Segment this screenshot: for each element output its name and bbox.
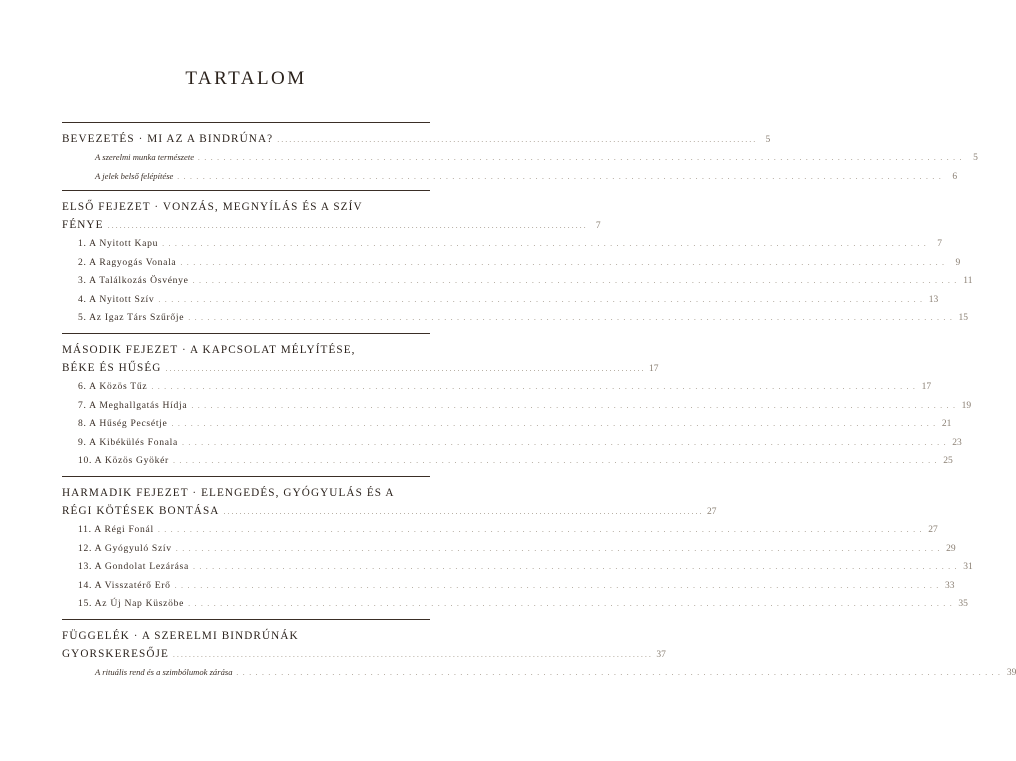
toc-section <box>62 190 973 328</box>
toc-section <box>62 619 1016 683</box>
toc-entry <box>62 415 952 434</box>
entry-label: 1. A Nyitott Kapu <box>78 238 159 249</box>
toc-section <box>62 122 978 186</box>
section-heading-row <box>62 359 659 378</box>
dot-leader: . . . . . . . . . . . . . . . . . . . . . . . . . . . . . . . . . . . . . . . . . . . . . . . . . . . . . . . . . . . . . . . . . . . . . . . . . . . . . . . . . . . . . . . . . . . . . . . . . . . . . . . . . . . . . . . . . . . . . . . . <box>157 525 923 534</box>
section-heading-line: FÜGGELÉK · A SZERELMI BINDRÚNÁK <box>62 630 299 642</box>
section-heading-line: MÁSODIK FEJEZET · A KAPCSOLAT MÉLYÍTÉSE, <box>62 344 356 356</box>
toc-entry <box>62 149 978 168</box>
toc-entry <box>62 558 973 577</box>
page-title: TARTALOM <box>185 68 307 89</box>
dot-leader: . . . . . . . . . . . . . . . . . . . . . . . . . . . . . . . . . . . . . . . . . . . . . . . . . . . . . . . . . . . . . . . . . . . . . . . . . . . . . . . . . . . . . . . . . . . . . . . . . . . . . . . . . . . . . . . . . . . . . . . . <box>174 580 940 590</box>
section-divider <box>62 619 430 620</box>
page-number: 27 <box>928 525 938 535</box>
page-number: 13 <box>928 294 939 305</box>
section-heading-line: BEVEZETÉS · MI AZ A BINDRÚNA? <box>62 133 274 145</box>
toc-entry <box>62 577 955 596</box>
section-divider <box>62 476 430 477</box>
toc-entry <box>62 378 932 397</box>
page-number: 15 <box>958 313 969 324</box>
section-heading-line: HARMADIK FEJEZET · ELENGEDÉS, GYÓGYULÁS ÉS A <box>62 487 395 499</box>
section-heading-row <box>62 216 601 235</box>
entry-label: 3. A Találkozás Ösvénye <box>78 275 189 287</box>
toc-entry <box>62 168 958 187</box>
section-heading-row <box>62 502 717 521</box>
page-number: 9 <box>955 257 961 268</box>
dot-leader: . . . . . . . . . . . . . . . . . . . . . . . . . . . . . . . . . . . . . . . . . . . . . . . . . . . . . . . . . . . . . . . . . . . . . . . . . . . . . . . . . . . . . . . . . . . . . . . . . . . . . . . . . . . . . . . . . . . . . . . . <box>172 456 938 466</box>
page-number: 37 <box>656 650 666 660</box>
page-number: 39 <box>1006 668 1016 678</box>
entry-label: 13. A Gondolat Lezárása <box>78 561 189 573</box>
entry-label: A szerelmi munka természete <box>95 152 195 162</box>
page-number: 33 <box>944 580 955 591</box>
dot-leader: . . . . . . . . . . . . . . . . . . . . . . . . . . . . . . . . . . . . . . . . . . . . . . . . . . . . . . . . . . . . . . . . . . . . . . . . . . . . . . . . . . . . . . . . . . . . . . . . . . . . . . . . . . . . . . . . . . . . . . . . <box>162 239 927 248</box>
page-number: 25 <box>943 456 953 467</box>
toc-entry <box>62 521 938 540</box>
toc-entry <box>62 272 973 291</box>
dot-leader: . . . . . . . . . . . . . . . . . . . . . . . . . . . . . . . . . . . . . . . . . . . . . . . . . . . . . . . . . . . . . . . . . . . . . . . . . . . . . . . . . . . . . . . . . . . . . . . . . . . . . . . . . . . . . . . . . . . . . . . . <box>198 153 963 162</box>
section-heading-line: BÉKE ÉS HŰSÉG <box>62 362 162 374</box>
section-heading-line: GYORSKERESŐJE <box>62 648 169 660</box>
page-number: 6 <box>952 171 958 182</box>
toc-entry <box>62 595 968 614</box>
entry-label: 2. A Ragyogás Vonala <box>78 256 177 268</box>
dot-leader: . . . . . . . . . . . . . . . . . . . . . . . . . . . . . . . . . . . . . . . . . . . . . . . . . . . . . . . . . . . . . . . . . . . . . . . . . . . . . . . . . . . . . . . . . . . . . . . . . . . . . . . . . . . . . . . . . . . . . . . . <box>171 419 937 429</box>
section-heading-line: FÉNYE <box>62 219 104 231</box>
entry-label: 14. A Visszatérő Erő <box>78 579 171 591</box>
dot-leader: . . . . . . . . . . . . . . . . . . . . . . . . . . . . . . . . . . . . . . . . . . . . . . . . . . . . . . . . . . . . . . . . . . . . . . . . . . . . . . . . . . . . . . . . . . . . . . . . . . . . . . . . . . . . . . . . . . . . . . . . <box>180 257 946 267</box>
page-number: 19 <box>961 400 972 411</box>
entry-label: 6. A Közös Tűz <box>78 381 148 392</box>
page-number: 17 <box>648 364 659 374</box>
toc-entry <box>62 452 953 471</box>
entry-label: 9. A Kibékülés Fonala <box>78 436 178 448</box>
section-divider <box>62 122 430 123</box>
dot-leader: . . . . . . . . . . . . . . . . . . . . . . . . . . . . . . . . . . . . . . . . . . . . . . . . . . . . . . . . . . . . . . . . . . . . . . . . . . . . . . . . . . . . . . . . . . . . . . . . . . . . . . . . . . . . . . . . . . . . . . . . <box>236 668 1002 677</box>
entry-label: 11. A Régi Fonál <box>78 524 154 535</box>
entry-label: A jelek belső felépítése <box>95 170 174 181</box>
dot-leader: . . . . . . . . . . . . . . . . . . . . . . . . . . . . . . . . . . . . . . . . . . . . . . . . . . . . . . . . . . . . . . . . . . . . . . . . . . . . . . . . . . . . . . . . . . . . . . . . . . . . . . . . . . . . . . . . . . . . . . . . <box>107 221 586 230</box>
page-number: 17 <box>921 382 932 392</box>
page-number: 23 <box>952 437 962 448</box>
toc-section <box>62 476 973 614</box>
page-number: 29 <box>946 543 956 554</box>
dot-leader: . . . . . . . . . . . . . . . . . . . . . . . . . . . . . . . . . . . . . . . . . . . . . . . . . . . . . . . . . . . . . . . . . . . . . . . . . . . . . . . . . . . . . . . . . . . . . . . . . . . . . . . . . . . . . . . . . . . . . . . . <box>188 599 953 609</box>
toc-entry <box>62 434 962 453</box>
page-number: 31 <box>963 562 973 573</box>
toc-section <box>62 333 972 471</box>
dot-leader: . . . . . . . . . . . . . . . . . . . . . . . . . . . . . . . . . . . . . . . . . . . . . . . . . . . . . . . . . . . . . . . . . . . . . . . . . . . . . . . . . . . . . . . . . . . . . . . . . . . . . . . . . . . . . . . . . . . . . . . . <box>165 364 644 373</box>
section-heading-line: ELSŐ FEJEZET · VONZÁS, MEGNYÍLÁS ÉS A SZÍV <box>62 201 363 213</box>
page-number: 7 <box>937 239 942 249</box>
toc-entry <box>62 254 961 273</box>
entry-label: 7. A Meghallgatás Hídja <box>78 399 188 411</box>
section-divider <box>62 333 430 334</box>
page-number: 21 <box>941 419 952 430</box>
page-number: 7 <box>595 221 601 231</box>
dot-leader: . . . . . . . . . . . . . . . . . . . . . . . . . . . . . . . . . . . . . . . . . . . . . . . . . . . . . . . . . . . . . . . . . . . . . . . . . . . . . . . . . . . . . . . . . . . . . . . . . . . . . . . . . . . . . . . . . . . . . . . . <box>188 313 954 323</box>
page-number: 11 <box>963 276 973 287</box>
entry-label: 4. A Nyitott Szív <box>78 293 155 305</box>
section-heading-line: RÉGI KÖTÉSEK BONTÁSA <box>62 505 220 517</box>
dot-leader: . . . . . . . . . . . . . . . . . . . . . . . . . . . . . . . . . . . . . . . . . . . . . . . . . . . . . . . . . . . . . . . . . . . . . . . . . . . . . . . . . . . . . . . . . . . . . . . . . . . . . . . . . . . . . . . . . . . . . . . . <box>192 562 958 572</box>
dot-leader: . . . . . . . . . . . . . . . . . . . . . . . . . . . . . . . . . . . . . . . . . . . . . . . . . . . . . . . . . . . . . . . . . . . . . . . . . . . . . . . . . . . . . . . . . . . . . . . . . . . . . . . . . . . . . . . . . . . . . . . . <box>223 507 702 516</box>
dot-leader: . . . . . . . . . . . . . . . . . . . . . . . . . . . . . . . . . . . . . . . . . . . . . . . . . . . . . . . . . . . . . . . . . . . . . . . . . . . . . . . . . . . . . . . . . . . . . . . . . . . . . . . . . . . . . . . . . . . . . . . . <box>151 382 917 391</box>
page-number: 27 <box>707 507 717 517</box>
toc-entry <box>62 664 1016 683</box>
entry-label: 8. A Hűség Pecsétje <box>78 418 168 430</box>
toc-entry <box>62 291 939 310</box>
dot-leader: . . . . . . . . . . . . . . . . . . . . . . . . . . . . . . . . . . . . . . . . . . . . . . . . . . . . . . . . . . . . . . . . . . . . . . . . . . . . . . . . . . . . . . . . . . . . . . . . . . . . . . . . . . . . . . . . . . . . . . . . <box>158 294 924 304</box>
toc-entry <box>62 309 969 328</box>
page-number: 35 <box>958 599 968 610</box>
section-heading-row <box>62 130 771 149</box>
entry-label: 5. Az Igaz Társ Szűrője <box>78 312 185 324</box>
entry-label: 15. Az Új Nap Küszöbe <box>78 598 185 610</box>
section-heading-row <box>62 645 666 664</box>
dot-leader: . . . . . . . . . . . . . . . . . . . . . . . . . . . . . . . . . . . . . . . . . . . . . . . . . . . . . . . . . . . . . . . . . . . . . . . . . . . . . . . . . . . . . . . . . . . . . . . . . . . . . . . . . . . . . . . . . . . . . . . . <box>175 543 941 553</box>
toc-entry <box>62 235 942 254</box>
dot-leader: . . . . . . . . . . . . . . . . . . . . . . . . . . . . . . . . . . . . . . . . . . . . . . . . . . . . . . . . . . . . . . . . . . . . . . . . . . . . . . . . . . . . . . . . . . . . . . . . . . . . . . . . . . . . . . . . . . . . . . . . <box>277 135 756 144</box>
entry-label: A rituális rend és a szimbólumok zárása <box>95 667 233 677</box>
toc-entry <box>62 397 972 416</box>
dot-leader: . . . . . . . . . . . . . . . . . . . . . . . . . . . . . . . . . . . . . . . . . . . . . . . . . . . . . . . . . . . . . . . . . . . . . . . . . . . . . . . . . . . . . . . . . . . . . . . . . . . . . . . . . . . . . . . . . . . . . . . . <box>191 400 957 410</box>
page-number: 5 <box>973 153 978 163</box>
page-number: 5 <box>765 135 771 145</box>
entry-label: 12. A Gyógyuló Szív <box>78 542 172 554</box>
section-divider <box>62 190 430 191</box>
entry-label: 10. A Közös Gyökér <box>78 455 169 467</box>
toc-entry <box>62 540 956 559</box>
dot-leader: . . . . . . . . . . . . . . . . . . . . . . . . . . . . . . . . . . . . . . . . . . . . . . . . . . . . . . . . . . . . . . . . . . . . . . . . . . . . . . . . . . . . . . . . . . . . . . . . . . . . . . . . . . . . . . . . . . . . . . . . <box>177 171 943 181</box>
dot-leader: . . . . . . . . . . . . . . . . . . . . . . . . . . . . . . . . . . . . . . . . . . . . . . . . . . . . . . . . . . . . . . . . . . . . . . . . . . . . . . . . . . . . . . . . . . . . . . . . . . . . . . . . . . . . . . . . . . . . . . . . <box>172 650 651 659</box>
dot-leader: . . . . . . . . . . . . . . . . . . . . . . . . . . . . . . . . . . . . . . . . . . . . . . . . . . . . . . . . . . . . . . . . . . . . . . . . . . . . . . . . . . . . . . . . . . . . . . . . . . . . . . . . . . . . . . . . . . . . . . . . <box>192 276 958 286</box>
dot-leader: . . . . . . . . . . . . . . . . . . . . . . . . . . . . . . . . . . . . . . . . . . . . . . . . . . . . . . . . . . . . . . . . . . . . . . . . . . . . . . . . . . . . . . . . . . . . . . . . . . . . . . . . . . . . . . . . . . . . . . . . <box>181 437 947 447</box>
